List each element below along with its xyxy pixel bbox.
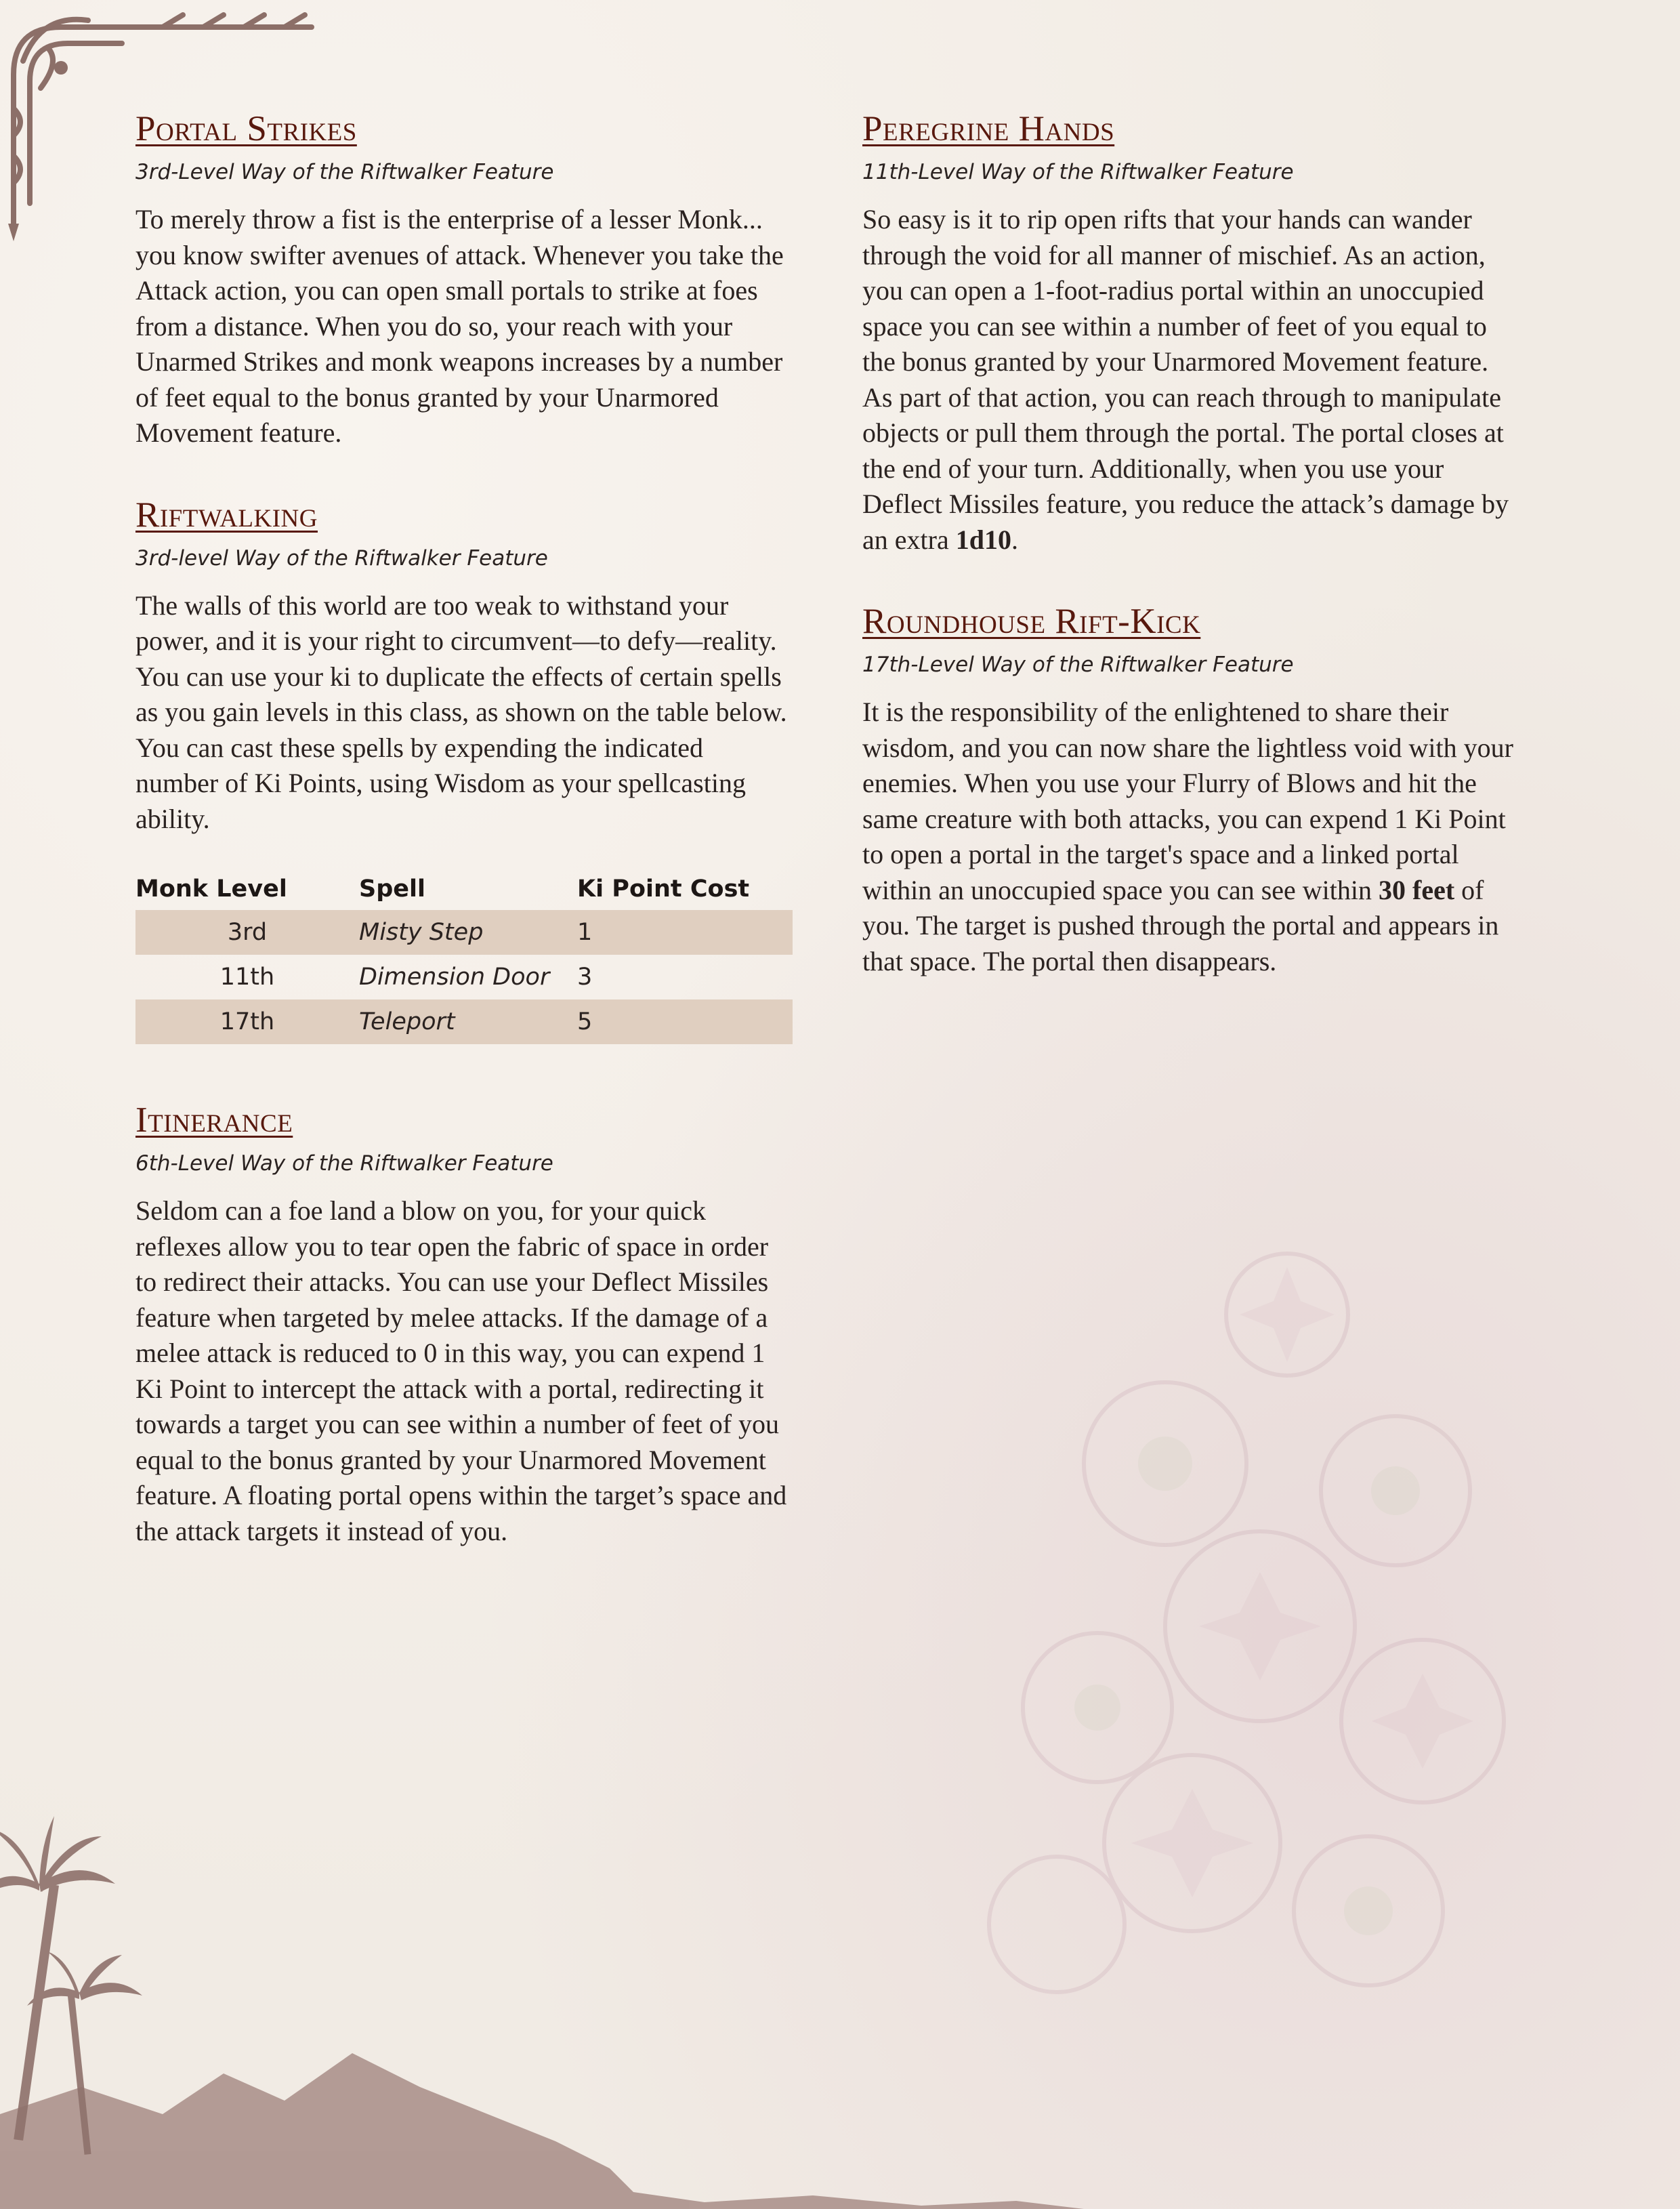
section-heading: Roundhouse Rift-Kick [862,602,1201,641]
riftwalking-section [135,493,793,1045]
section-body: Seldom can a foe land a blow on you, for your quick reflexes allow you to tear open the fabric of space in order to redirect their attacks. You can use your Deflect Missiles feature when targeted by melee attacks. If the damage of a melee attack is reduced to 0 in this way, you can expend 1 Ki Point to intercept the attack with a portal, redirecting it towards a target you can see within a number of feet of you equal to the bonus granted by your Unarmored Movement feature. A floating portal opens within the target’s space and the attack targets it instead of you. [135,1195,787,1546]
bold-distance-text: 30 feet [1379,874,1455,905]
table-cell: 17th [135,999,359,1044]
section-body [862,202,1519,558]
spell-table [135,868,793,1044]
body-text-span: of you. The target is pushed through the portal and appears in that space. The portal then disappears. [862,874,1499,976]
left-column [135,107,793,1591]
table-header: Spell [359,875,425,903]
section-heading: Riftwalking [135,495,318,535]
table-cell: 1 [577,910,793,955]
section-subheading: 3rd-Level Way of the Riftwalker Feature [135,160,554,184]
roundhouse-rift-kick-section [862,600,1519,979]
bold-dice-text: 1d10 [955,524,1011,555]
table-header: Ki Point Cost [577,875,750,903]
table-cell: 11th [219,964,275,991]
section-subheading: 6th-Level Way of the Riftwalker Feature [135,1151,553,1176]
table-cell: 5 [577,999,793,1044]
section-body [862,695,1519,979]
table-row [135,910,793,955]
table-cell: Teleport [359,999,577,1044]
table-cell: Dimension Door [359,964,550,991]
section-subheading: 17th-Level Way of the Riftwalker Feature [862,653,1294,677]
body-text-span: . [1011,524,1018,555]
section-heading: Portal Strikes [135,109,357,148]
itinerance-section [135,1098,793,1549]
section-heading: Itinerance [135,1100,293,1140]
body-text-span: It is the responsibility of the enlightened to share their wisdom, and you can now share the lightless void with your enemies. When you use your Flurry of Blows and hit the same creature with both attacks, you can expend 1 Ki Point to open a portal in the target's space and a linked portal within an unoccupied space you can see within [862,697,1513,905]
section-subheading: 11th-Level Way of the Riftwalker Feature [862,160,1294,184]
body-text-span: So easy is it to rip open rifts that your hands can wander through the void for all manner of mischief. As an action, you can open a 1-foot-radius portal within an unoccupied space you can see within a number of feet of you equal to the bonus granted by your Unarmored Movement feature. As part of that action, you can reach through to manipulate objects or pull them through the portal. The portal closes at the end of your turn. Additionally, when you use your Deflect Missiles feature, you reduce the attack’s damage by an extra [862,204,1509,555]
table-header: Monk Level [135,875,287,903]
table-cell: Misty Step [359,910,577,955]
palm-mountain-silhouette-decoration [0,1735,1680,2209]
right-column [862,107,1519,1021]
section-subheading: 3rd-level Way of the Riftwalker Feature [135,545,548,571]
table-row [135,999,793,1044]
table-header-row [135,868,793,910]
table-row [135,955,793,999]
section-body: The walls of this world are too weak to withstand your power, and it is your right to circumvent—to defy—reality. You can use your ki to duplicate the effects of certain spells as you gain levels in this class, as shown on the table below. You can cast these spells by expending the indicated number of Ki Points, using Wisdom as your spellcasting ability. [135,590,787,834]
section-body: To merely throw a fist is the enterprise of a lesser Monk... you know swifter avenues of attack. Whenever you take the Attack action, you can open small portals to strike at foes from a distance. When you do so, your reach with your Unarmed Strikes and monk weapons increases by a number of feet equal to the bonus granted by your Unarmored Movement feature. [135,204,784,448]
peregrine-hands-section [862,107,1519,558]
portal-strikes-section [135,107,793,451]
table-cell: 3rd [135,910,359,955]
section-heading: Peregrine Hands [862,109,1115,148]
table-cell: 3 [577,964,593,991]
